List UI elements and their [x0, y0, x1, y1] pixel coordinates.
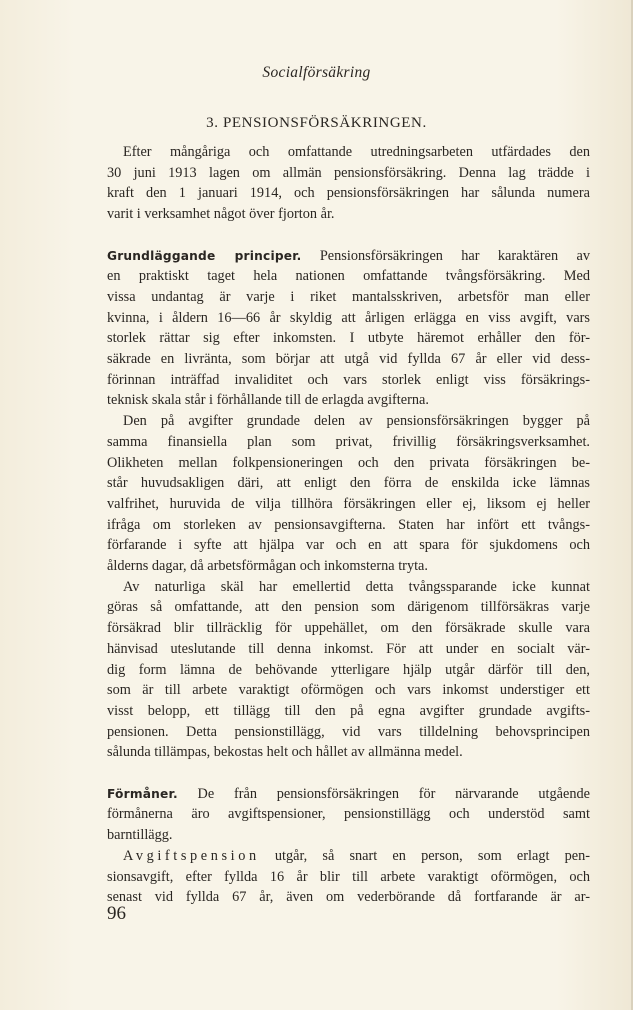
text-line: vissa undantag är varje i riket mantalsskriven, arbetsför man eller — [107, 288, 590, 305]
page-number: 96 — [107, 903, 126, 924]
text-line: hänvisad uteslutande till denna inkomst. För att under en socialt vär- — [107, 640, 590, 657]
text-line: sålunda tillämpas, bekostas helt och hållet av allmänna medel. — [107, 744, 463, 761]
text-line: sionsavgift, efter fyllda 16 år blir till arbete varaktigt oförmögen, och — [107, 868, 590, 885]
text-line: säkrade en livränta, som börjar att utgå vid fyllda 67 år eller vid dess- — [107, 351, 590, 368]
text-line: Efter mångåriga och omfattande utredningsarbeten utfärdades den — [123, 144, 590, 160]
paragraph-heading: Förmåner. — [107, 786, 178, 801]
paragraph-heading: Grundläggande principer. — [107, 248, 302, 263]
spaced-term: Avgiftspension — [123, 847, 260, 864]
text-line: dig form lämna de behövande ytterligare hjälp utgår därför till den, — [107, 661, 590, 678]
text-line: pensionen. Detta pensionstillägg, vid vars tilldelning behovsprincipen — [107, 723, 590, 740]
text-fragment: utgår, så snart en person, som erlagt pen- — [274, 847, 590, 864]
text-line: samma finansiella plan som privat, frivillig försäkringsverksamhet. — [107, 433, 590, 450]
text-line: ifråga om storleken av pensionsavgifterna. Staten har infört ett tvångs- — [107, 516, 590, 533]
text-line: som är till arbete varaktigt oförmögen och vars inkomst understiger ett — [107, 682, 590, 699]
text-line: förinnan inträffad invaliditet och vars storlek enligt viss försäkrings- — [107, 371, 590, 388]
text-line: senast vid fyllda 67 år, även om vederbörande då fortfarande är ar- — [107, 889, 590, 906]
text-line: ålderns dagar, då arbetsförmågan och inkomsterna tryta. — [107, 558, 428, 575]
text-fragment: Pensionsförsäkringen har karaktären av — [319, 247, 590, 264]
text-line: kraft den 1 januari 1914, och pensionsförsäkringen har sålunda numera — [107, 185, 590, 202]
text-line: 30 juni 1913 lagen om allmän pensionsförsäkring. Denna lag trädde i — [107, 164, 590, 181]
text-line: valfrihet, huruvida de vilja tillhöra försäkringen eller ej, liksom ej heller — [107, 495, 590, 512]
text-line: försäkrad blir tillräcklig för uppehället, om den försäkrade skulle vara — [107, 620, 590, 637]
text-line: Den på avgifter grundade delen av pensionsförsäkringen bygger på — [123, 413, 590, 430]
text-line: varit i verksamhet något över fjorton år. — [107, 206, 335, 223]
text-line — [107, 784, 590, 805]
running-head: Socialförsäkring — [262, 64, 371, 81]
text-line: förfarande i syfte att hjälpa var och en att spara för sjukdomens och — [107, 537, 590, 554]
text-line: visst belopp, ett tillägg till den på egna avgifter grundade avgifts- — [107, 702, 590, 719]
text-fragment: De från pensionsförsäkringen för närvarande utgående — [197, 785, 590, 802]
text-line: teknisk skala står i förhållande till de erlagda avgifterna. — [107, 392, 429, 409]
section-title: 3. PENSIONSFÖRSÄKRINGEN. — [206, 115, 427, 131]
text-line: barntillägg. — [107, 827, 173, 844]
text-line: kvinna, i åldern 16—66 år skyldig att årligen erlägga en viss avgift, vars — [107, 309, 590, 326]
text-line: storlek rättar sig efter inkomsten. I utbyte häremot erhåller den för- — [107, 330, 590, 347]
text-line: göras så omfattande, att den pension som därigenom tillförsäkras varje — [107, 599, 590, 616]
text-line — [107, 846, 590, 867]
text-line: förmånerna äro avgiftspensioner, pensionstillägg och understöd samt — [107, 806, 590, 823]
text-line: en praktiskt taget hela nationen omfattande tvångsförsäkring. Med — [107, 268, 590, 285]
text-line — [107, 246, 590, 267]
body-text — [107, 142, 590, 908]
text-line: Av naturliga skäl har emellertid detta tvångssparande icke kunnat — [123, 578, 590, 595]
text-line: står huvudsakligen däri, att enligt den förra de enskilda icke lämnas — [107, 475, 590, 492]
text-line: Olikheten mellan folkpensioneringen och den privata försäkringen be- — [107, 454, 590, 471]
